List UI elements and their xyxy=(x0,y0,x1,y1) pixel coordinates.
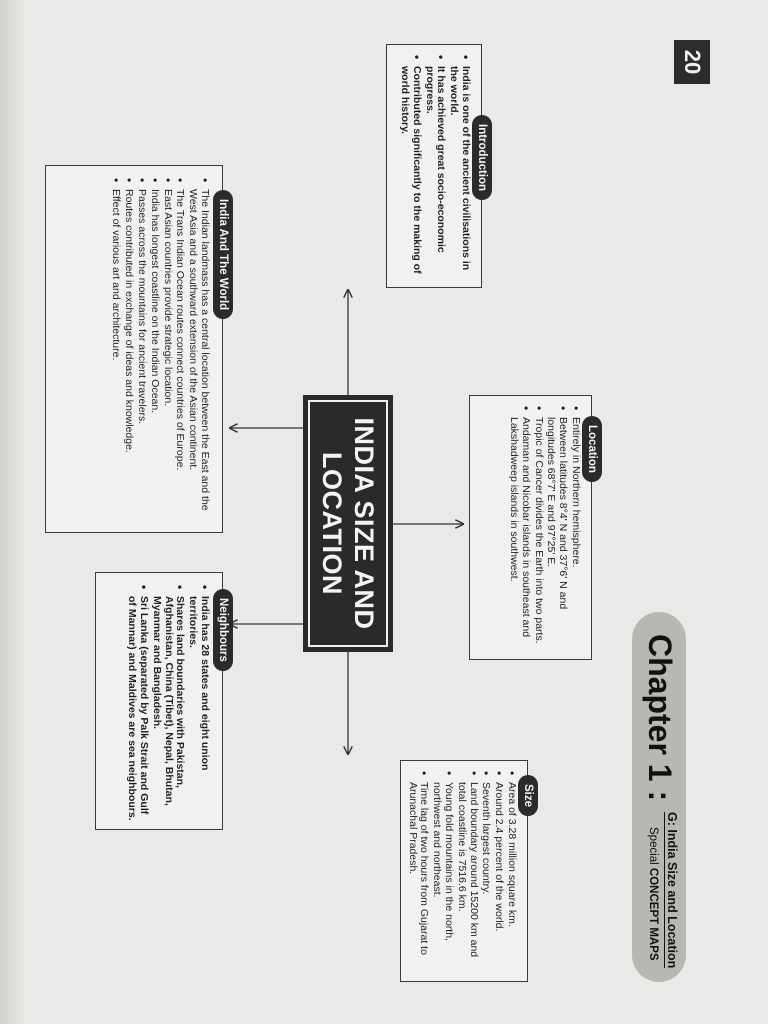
central-topic-box xyxy=(303,395,393,652)
central-topic-frame xyxy=(308,400,388,647)
chapter-subtitle: G: India Size and Location xyxy=(665,812,679,969)
size-point-3: • Seventh largest country. xyxy=(480,771,492,973)
size-point-5: • Young fold mountains in the north, northwest and northeast. xyxy=(430,771,454,973)
india-world-tag: India And The World xyxy=(213,190,233,319)
india-world-box xyxy=(45,165,229,533)
location-tag: Location xyxy=(582,416,602,482)
introduction-point-2: • It has achieved great socio-economic progress. xyxy=(423,55,447,279)
introduction-box xyxy=(386,44,488,288)
concept-maps-text: CONCEPT MAPS xyxy=(647,867,659,961)
chapter-title: Chapter 1 : xyxy=(642,634,678,802)
size-list xyxy=(406,771,517,973)
central-topic-line-1: INDIA SIZE AND xyxy=(349,417,379,630)
india-world-point-5: • Passes across the mountains for ancient travelers. xyxy=(135,178,147,524)
neighbours-point-2: • Shares land boundaries with Pakistan, Afghanistan, China (Tibet), Nepal, Bhutan, Myanmar and Bangladesh. xyxy=(150,585,185,821)
size-point-1: • Area of 3.28 million square km. xyxy=(505,771,517,973)
size-point-6: • Time lag of two hours from Gujarat to Arunachal Pradesh. xyxy=(406,771,430,973)
introduction-list xyxy=(398,55,471,279)
india-world-point-2: • The Trans Indian Ocean routes connect countries of Europe. xyxy=(174,178,186,524)
location-box xyxy=(469,395,598,660)
introduction-tag: Introduction xyxy=(472,115,492,200)
special-prefix: Special xyxy=(647,827,659,865)
india-world-list xyxy=(110,178,210,524)
size-point-2: • Around 2.4 percent of the world. xyxy=(492,771,504,973)
neighbours-box xyxy=(95,572,229,830)
india-world-point-3: • East Asian countries provide strategic location. xyxy=(161,178,173,524)
location-point-4: • Andaman and Nicobar islands in southeast and Lakshadweep islands in southwest. xyxy=(507,406,531,651)
introduction-point-1: • India is one of the ancient civilisations in the world. xyxy=(447,55,471,279)
introduction-point-3: • Contributed significantly to the making of world history. xyxy=(398,55,422,279)
location-list xyxy=(507,406,581,651)
location-point-3: • Tropic of Cancer divides the Earth into two parts. xyxy=(532,406,544,651)
india-world-point-1: • The Indian landmass has a central location between the East and the West Asia and a southward extension of the Asian continent. xyxy=(186,178,210,524)
neighbours-tag: Neighbours xyxy=(213,589,233,671)
central-topic-line-2: LOCATION xyxy=(317,452,347,595)
india-world-point-7: • Effect of various art and architecture. xyxy=(110,178,122,524)
size-box xyxy=(400,760,534,982)
neighbours-point-1: • India has 28 states and eight union territories. xyxy=(186,585,210,821)
india-world-point-4: • India has longest coastline on the Indian Ocean. xyxy=(148,178,160,524)
india-world-point-6: • Routes contributed in exchange of ideas and knowledge. xyxy=(122,178,134,524)
location-point-2: • Between latitudes 8°4' N and 37°6' N and longitudes 68°7' E and 97°25' E. xyxy=(545,406,569,651)
size-point-4: • Land boundary around 15200 km and total coastline is 7516.6 km. xyxy=(455,771,479,973)
location-point-1: • Entirely in Northern hemisphere. xyxy=(569,406,581,651)
neighbours-point-3: • Sri Lanka (separated by Palk Strait and Gulf of Mannar) and Maldives are sea neighbours. xyxy=(125,585,149,821)
neighbours-list xyxy=(125,585,210,821)
page-number: 20 xyxy=(674,40,710,84)
size-tag: Size xyxy=(518,775,538,816)
